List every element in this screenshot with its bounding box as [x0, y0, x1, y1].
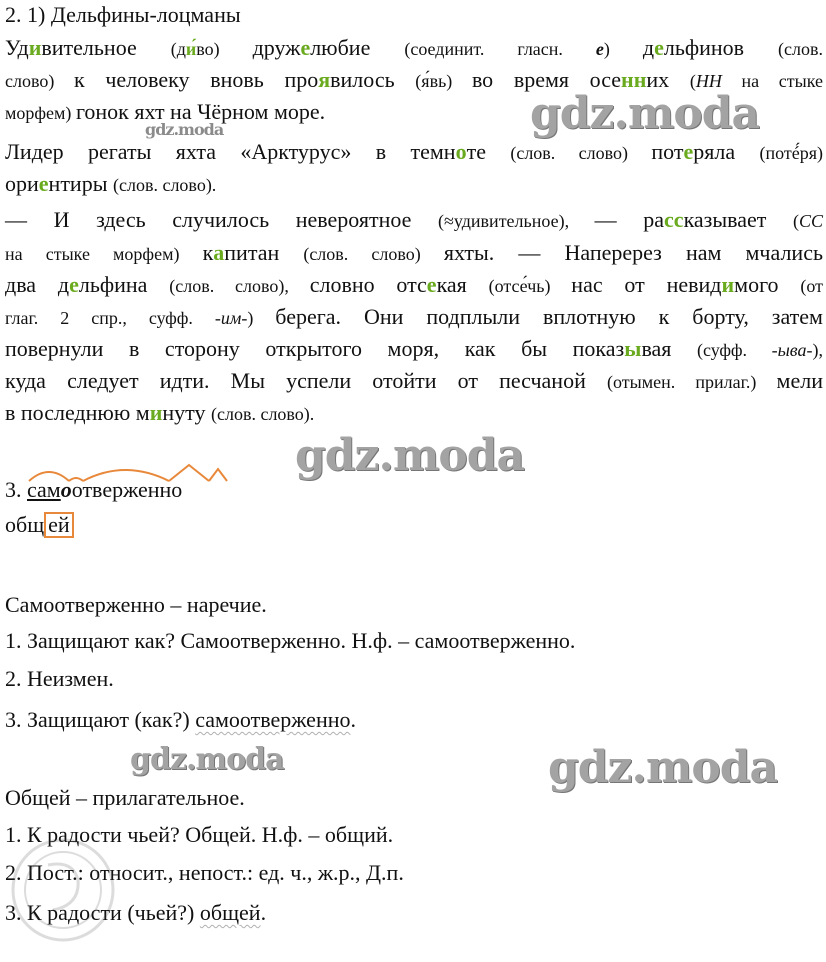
- text-line: куда следует идти. Мы успели отойти от песчаной (отымен. прилаг.) мели: [5, 368, 823, 393]
- text-line: слово) к человеку вновь проявилось (я́вь) во время осенних (НН на стыке: [5, 67, 823, 92]
- analysis-point: 3. Защищают (как?) самоотверженно.: [5, 707, 356, 732]
- watermark: gdz.moda: [530, 88, 760, 139]
- text-line: два дельфина (слов. слово), словно отсекая (отсе́чь) нас от невидимого (от: [5, 272, 823, 297]
- text-line: — И здесь случилось невероятное (≈удивительное), — рассказывает (СС: [5, 207, 824, 232]
- watermark: gdz.moda: [295, 430, 525, 481]
- watermark: gdz.moda: [145, 120, 224, 139]
- watermark: gdz.moda: [548, 742, 778, 793]
- analysis-point: 2. Неизмен.: [5, 666, 114, 691]
- analysis-title: Самоотверженно – наречие.: [5, 592, 267, 617]
- morpheme-word: 3. самоотверженно: [5, 477, 183, 502]
- analysis-point: 1. К радости чьей? Общей. Н.ф. – общий.: [5, 822, 394, 847]
- analysis-point: 1. Защищают как? Самоотверженно. Н.ф. – самоотверженно.: [5, 628, 576, 653]
- text-line: глаг. 2 спр., суфф. -им-) берега. Они подплыли вплотную к борту, затем: [5, 304, 823, 329]
- text-line: Лидер регаты яхта «Арктурус» в темноте (слов. слово) потеряла (потé́ря): [5, 139, 824, 164]
- analysis-title: Общей – прилагательное.: [5, 785, 245, 810]
- text-line: морфем) гонок яхт на Чёрном море.: [5, 99, 326, 124]
- suffix-caret: [209, 469, 227, 481]
- seal-watermark: [8, 770, 138, 960]
- task-heading: 2. 1) Дельфины-лоцманы: [5, 2, 241, 27]
- text-line: в последнюю минуту (слов. слово).: [5, 400, 315, 425]
- text-line: ориентиры (слов. слово).: [5, 171, 217, 196]
- morpheme-word: общ ей: [5, 510, 74, 540]
- analysis-point: 3. К радости (чьей?) общей.: [5, 900, 267, 925]
- text-line: повернули в сторону открытого моря, как бы показывая (суфф. -ыва-),: [5, 336, 823, 361]
- analysis-point: 2. Пост.: относит., непост.: ед. ч., ж.р., Д.п.: [5, 860, 404, 885]
- text-line: Удивительное (ди́во) дружелюбие (соединит. гласн. е) дельфинов (слов.: [5, 35, 824, 60]
- watermark: gdz.moda: [130, 742, 284, 777]
- ending-box: ей: [44, 512, 74, 538]
- text-line: на стыке морфем) капитан (слов. слово) яхты. — Наперерез нам мчались: [5, 240, 824, 265]
